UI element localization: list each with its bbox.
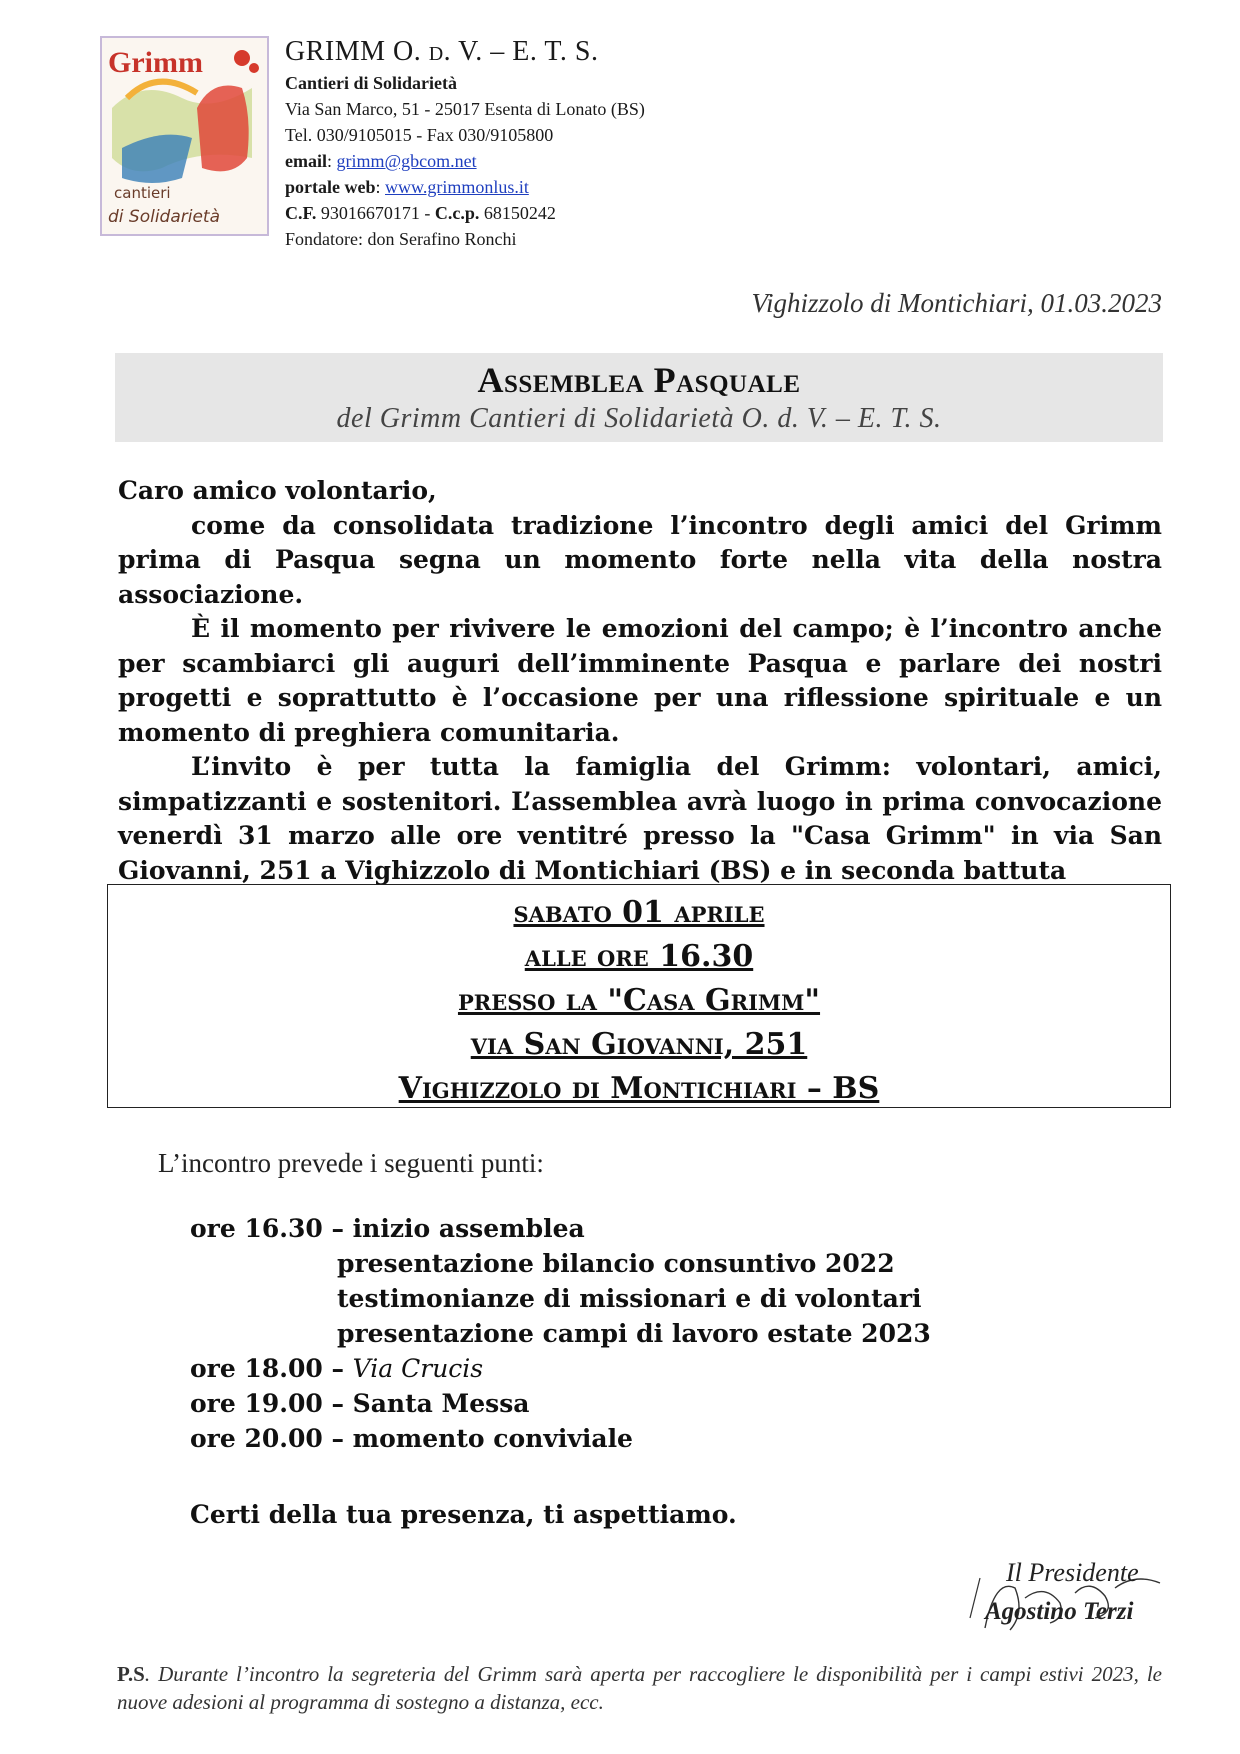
ps-label: P.S xyxy=(117,1662,145,1686)
cf-label: C.F. xyxy=(285,203,317,223)
event-venue: presso la "Casa Grimm" xyxy=(457,983,821,1018)
postscript xyxy=(117,1660,1162,1716)
letter-body xyxy=(118,474,1162,888)
paragraph-2: È il momento per rivivere le emozioni del campo; è l’incontro anche per scambiarci gli auguri dell’imminente Pasqua e parlare dei nostri progetti e soprattutto è l’occasione per una riflessione spirituale e un momento di preghiera comunitaria. xyxy=(118,614,1162,747)
cf-value: 93016670171 xyxy=(320,203,420,223)
program-item xyxy=(190,1351,931,1386)
program-time: ore 19.00 – xyxy=(190,1389,353,1418)
title-band xyxy=(115,353,1163,442)
closing-line: Certi della tua presenza, ti aspettiamo. xyxy=(190,1500,737,1529)
email-label: email xyxy=(285,151,327,171)
event-date: sabato 01 aprile xyxy=(513,895,765,930)
org-web-line: portale web: www.grimmonlus.it xyxy=(285,177,529,197)
logo-text-top: Grimm xyxy=(108,46,203,79)
page-title: Assemblea Pasquale xyxy=(477,360,801,400)
signature-role: Il Presidente xyxy=(1006,1558,1139,1587)
event-time: alle ore 16.30 xyxy=(524,939,754,974)
logo-artwork xyxy=(102,38,267,234)
event-town: Vighizzolo di Montichiari – BS xyxy=(398,1071,880,1106)
program-item: presentazione campi di lavoro estate 2023 xyxy=(337,1319,931,1348)
org-name: GRIMM O. d. V. – E. T. S. xyxy=(285,36,599,67)
program-item: presentazione bilancio consuntivo 2022 xyxy=(337,1249,895,1278)
program-text: momento conviviale xyxy=(352,1424,633,1453)
ccp-label: C.c.p. xyxy=(434,203,480,223)
ccp-value: 68150242 xyxy=(483,203,556,223)
program-time: ore 20.00 – xyxy=(190,1424,353,1453)
program-time: ore 18.00 – xyxy=(190,1354,353,1383)
event-street: via San Giovanni, 251 xyxy=(470,1027,808,1062)
org-email-line: email: grimm@gbcom.net xyxy=(285,151,477,171)
program-item xyxy=(190,1386,931,1421)
program-text: Via Crucis xyxy=(352,1354,484,1383)
organization-info xyxy=(285,34,645,252)
program-item: testimonianze di missionari e di volontari xyxy=(337,1284,922,1313)
logo-text-bottom2: di Solidarietà xyxy=(108,207,221,227)
org-address: Via San Marco, 51 - 25017 Esenta di Lonato (BS) xyxy=(285,99,645,119)
paragraph-1: come da consolidata tradizione l’incontro degli amici del Grimm prima di Pasqua segna un momento forte nella vita della nostra associazione. xyxy=(118,510,1162,609)
program-intro: L’incontro prevede i seguenti punti: xyxy=(158,1148,544,1178)
web-link[interactable]: www.grimmonlus.it xyxy=(385,177,529,197)
org-fiscal-line: C.F. 93016670171 - C.c.p. 68150242 xyxy=(285,203,556,223)
email-link[interactable]: grimm@gbcom.net xyxy=(336,151,477,171)
event-details-box xyxy=(107,884,1171,1108)
organization-logo xyxy=(100,36,269,236)
org-founder: Fondatore: don Serafino Ronchi xyxy=(285,229,517,249)
org-subtitle: Cantieri di Solidarietà xyxy=(285,73,457,93)
signature-name: Agostino Terzi xyxy=(985,1598,1134,1625)
greeting: Caro amico volontario, xyxy=(118,476,437,505)
org-phone: Tel. 030/9105015 - Fax 030/9105800 xyxy=(285,125,554,145)
logo-text-bottom1: cantieri xyxy=(114,184,171,202)
program-list xyxy=(190,1211,931,1456)
paragraph-3: L’invito è per tutta la famiglia del Grimm: volontari, amici, simpatizzanti e sostenitori. L’assemblea avrà luogo in prima convocazione venerdì 31 marzo alle ore ventitré presso la "Casa Grimm" in via San Giovanni, 251 a Vighizzolo di Montichiari (BS) e in seconda battuta xyxy=(118,752,1162,885)
program-text: Santa Messa xyxy=(352,1389,530,1418)
program-text: inizio assemblea xyxy=(352,1214,585,1243)
page-subtitle: del Grimm Cantieri di Solidarietà O. d. V. – E. T. S. xyxy=(336,403,942,434)
program-item xyxy=(190,1211,931,1246)
letter-date: Vighizzolo di Montichiari, 01.03.2023 xyxy=(751,288,1162,318)
program-time: ore 16.30 – xyxy=(190,1214,353,1243)
web-label: portale web xyxy=(285,177,376,197)
program-item xyxy=(190,1421,931,1456)
ps-text: . Durante l’incontro la segreteria del Grimm sarà aperta per raccogliere le disponibilità per i campi estivi 2023, le nuove adesioni al programma di sostegno a distanza, ecc. xyxy=(117,1662,1162,1714)
